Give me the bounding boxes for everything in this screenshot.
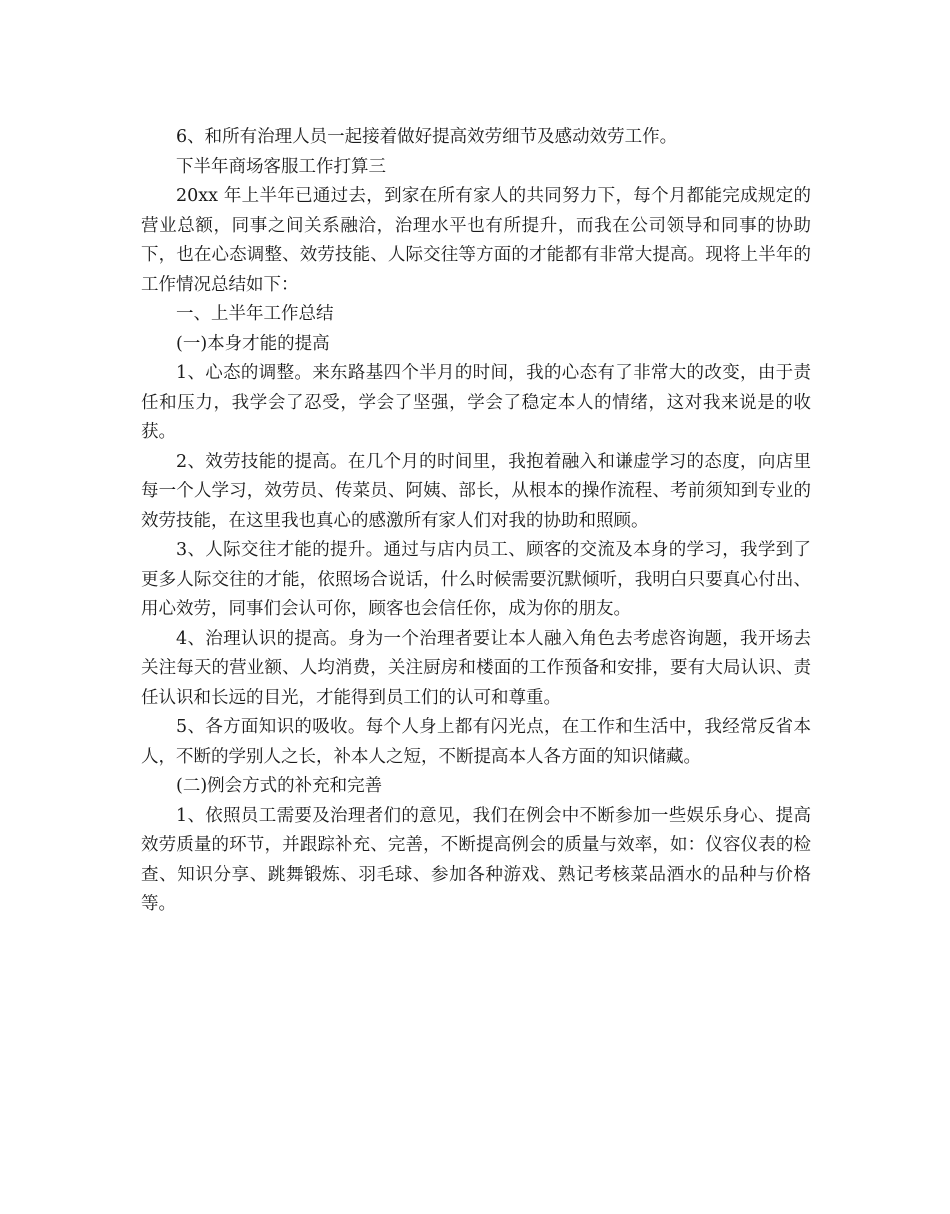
document-body <box>141 123 811 920</box>
paragraph-management-awareness: 4、治理认识的提高。身为一个治理者要让本人融入角色去考虑咨询题，我开场去关注每天的营业额、人均消费，关注厨房和楼面的工作预备和安排，要有大局认识、责任认识和长远的目光，才能得到员工们的认可和尊重。 <box>141 628 811 708</box>
paragraph-knowledge: 5、各方面知识的吸收。每个人身上都有闪光点，在工作和生活中，我经常反省本人，不断的学别人之长，补本人之短，不断提高本人各方面的知识储藏。 <box>141 717 811 767</box>
heading-first-half-summary: 一、上半年工作总结 <box>176 304 334 324</box>
section-title-plan-three: 下半年商场客服工作打算三 <box>176 156 386 177</box>
paragraph-item-6: 6、和所有治理人员一起接着做好提高效劳细节及感动效劳工作。 <box>176 127 678 147</box>
subheading-meeting-improvement: (二)例会方式的补充和完善 <box>176 776 383 796</box>
paragraph-interpersonal: 3、人际交往才能的提升。通过与店内员工、顾客的交流及本身的学习，我学到了更多人际交往的才能，依照场合说话，什么时候需要沉默倾听，我明白只要真心付出、用心效劳，同事们会认可你，顾客也会信任你，成为你的朋友。 <box>141 540 811 619</box>
subheading-self-improvement: (一)本身才能的提高 <box>176 333 330 354</box>
paragraph-meeting: 1、依照员工需要及治理者们的意见，我们在例会中不断参加一些娱乐身心、提高效劳质量的环节，并跟踪补充、完善，不断提高例会的质量与效率，如：仪容仪表的检查、知识分享、跳舞锻炼、羽毛球、参加各种游戏、熟记考核菜品酒水的品种与价格等。 <box>141 805 811 914</box>
paragraph-intro: 20xx 年上半年已通过去，到家在所有家人的共同努力下，每个月都能完成规定的营业总额，同事之间关系融洽，治理水平也有所提升，而我在公司领导和同事的协助下，也在心态调整、效劳技能、人际交往等方面的才能都有非常大提高。现将上半年的工作情况总结如下： <box>141 186 811 295</box>
paragraph-mindset: 1、心态的调整。来东路基四个半月的时间，我的心态有了非常大的改变，由于责任和压力，我学会了忍受，学会了坚强，学会了稳定本人的情绪，这对我来说是的收获。 <box>141 363 811 442</box>
paragraph-service-skills: 2、效劳技能的提高。在几个月的时间里，我抱着融入和谦虚学习的态度，向店里每一个人学习，效劳员、传菜员、阿姨、部长，从根本的操作流程、考前须知到专业的效劳技能，在这里我也真心的感激所有家人们对我的协助和照顾。 <box>141 451 811 531</box>
